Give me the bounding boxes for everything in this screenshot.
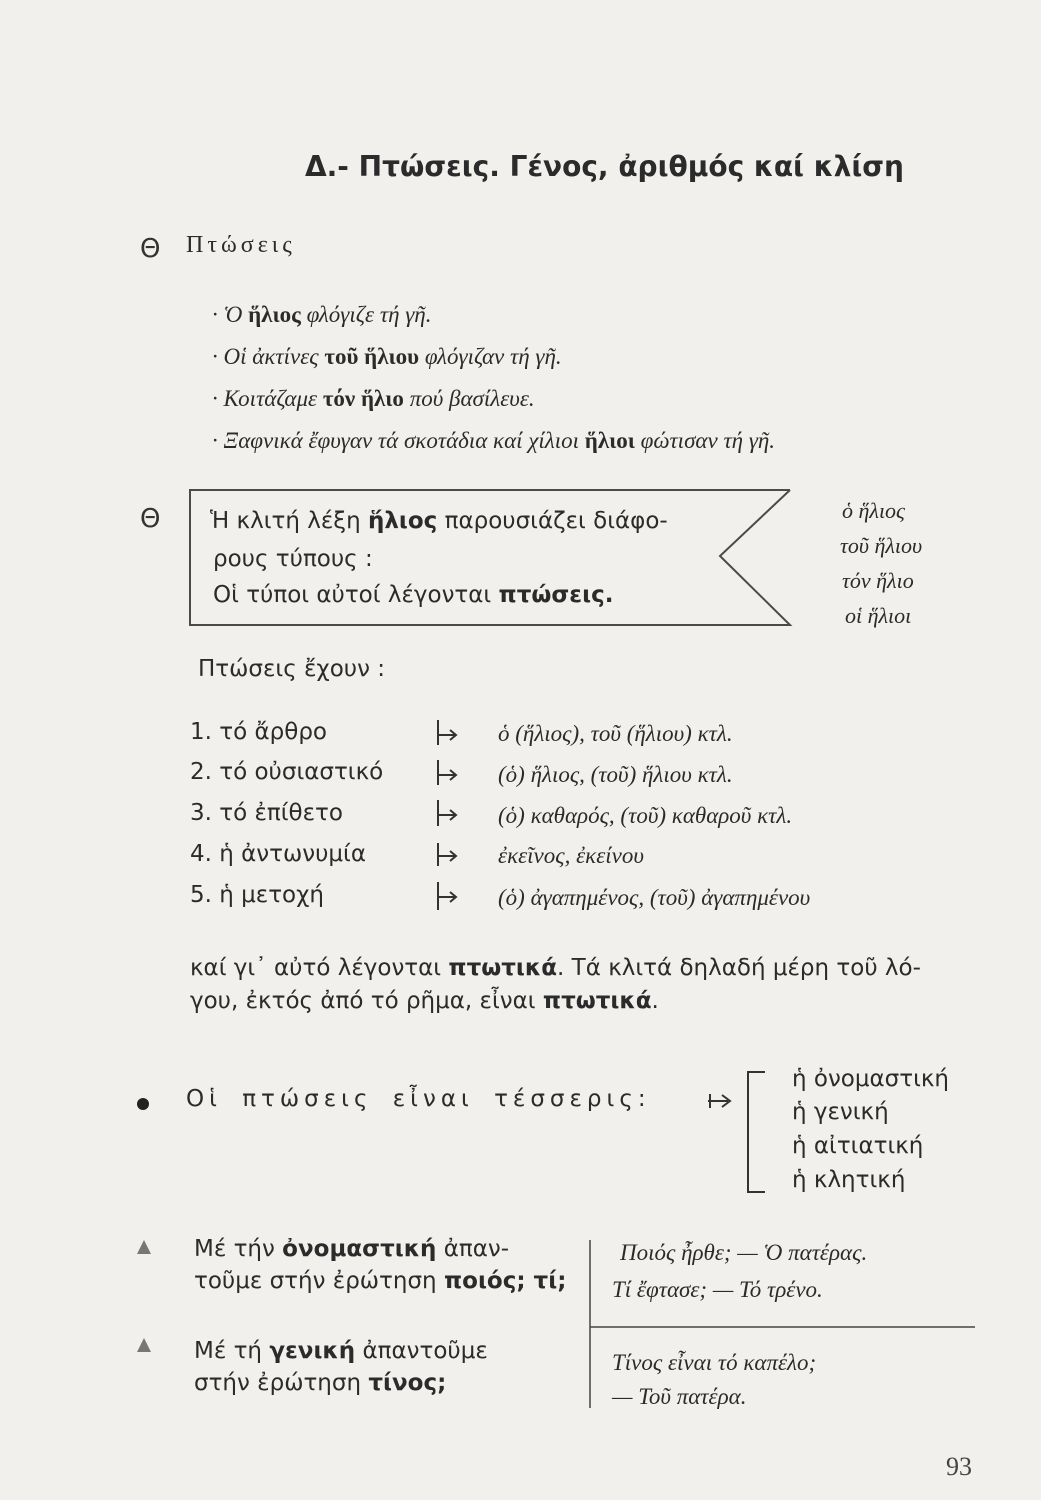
form-item: ὁ ἥλιος xyxy=(842,498,905,523)
box-line-1 xyxy=(210,508,668,534)
box-bold: πτώσεις. xyxy=(498,582,614,608)
genitive-example-1: Τίνος εἶναι τό καπέλο; xyxy=(612,1350,817,1375)
example-text: Κοιτάζαμε xyxy=(223,386,323,411)
example-text: Ξαφνικά ἔφυγαν τά σκοτάδια καί χίλιοι xyxy=(223,428,585,453)
theta-symbol: Θ xyxy=(140,234,161,264)
bullet-dot: · xyxy=(212,386,224,411)
para-text: καί γι᾽ αὐτό λέγονται xyxy=(190,955,449,981)
part-label: 5. ἡ μετοχή xyxy=(190,882,324,908)
example-text: Ὁ xyxy=(223,302,249,327)
nominative-example-2: Τί ἔφτασε; — Τό τρένο. xyxy=(612,1277,823,1302)
nominative-line-2 xyxy=(194,1268,566,1294)
example-bold: ἥλιοι xyxy=(584,428,635,453)
box-line-2: ρους τύπους : xyxy=(213,546,373,572)
case-item: ἡ γενική xyxy=(792,1099,889,1125)
part-label: 4. ἡ ἀντωνυμία xyxy=(190,841,366,867)
nominative-bold: ποιός; τί; xyxy=(443,1268,567,1294)
para-bold: πτωτικά xyxy=(542,988,652,1014)
example-text: φώτισαν τή γῆ. xyxy=(634,428,776,453)
part-example: (ὁ) ἥλιος, (τοῦ) ἥλιου κτλ. xyxy=(498,762,733,787)
paragraph-line-2 xyxy=(190,988,659,1014)
cases-bracket xyxy=(748,1072,765,1192)
example-bold: τοῦ ἥλιου xyxy=(324,344,420,369)
bullet-dot: · xyxy=(212,344,224,369)
four-cases-label: Οἱ πτώσεις εἶναι τέσσερις: xyxy=(186,1086,651,1112)
genitive-bold: γενική xyxy=(269,1338,356,1364)
part-arrows xyxy=(438,720,456,910)
genitive-example-2: — Τοῦ πατέρα. xyxy=(612,1384,747,1409)
para-bold: πτωτικά xyxy=(448,955,558,981)
example-text: Οἱ ἀκτίνες xyxy=(223,344,325,369)
paragraph-line-1 xyxy=(190,955,921,981)
nominative-text: ἀπαν- xyxy=(436,1236,510,1262)
part-label: 3. τό ἐπίθετο xyxy=(190,800,343,826)
nominative-text: τοῦμε στήν ἐρώτηση xyxy=(194,1268,444,1294)
example-sentence xyxy=(212,386,535,412)
theta-symbol: Θ xyxy=(140,504,161,534)
box-text: Ἡ κλιτή λέξη xyxy=(210,508,368,534)
example-text: πού βασίλευε. xyxy=(403,386,535,411)
genitive-bold: τίνος; xyxy=(368,1370,447,1396)
part-example: ὁ (ἥλιος), τοῦ (ἥλιου) κτλ. xyxy=(498,721,733,746)
box-text: Οἱ τύποι αὐτοί λέγονται xyxy=(213,582,499,608)
nominative-line-1 xyxy=(194,1236,509,1262)
genitive-line-1 xyxy=(194,1338,488,1364)
example-sentence xyxy=(212,428,775,454)
para-text: . Τά κλιτά δηλαδή μέρη τοῦ λό- xyxy=(557,955,921,981)
bullet-dot: · xyxy=(212,428,224,453)
part-label: 1. τό ἄρθρο xyxy=(190,719,327,745)
section-heading: Πτώσεις xyxy=(186,232,296,258)
para-text: . xyxy=(651,988,659,1014)
cases-arrow xyxy=(708,1094,730,1108)
page-title: Δ.- Πτώσεις. Γένος, ἀριθμός καί κλίση xyxy=(305,150,904,183)
case-item: ἡ ὀνομαστική xyxy=(792,1066,950,1092)
part-example: ἐκεῖνος, ἐκείνου xyxy=(498,843,644,868)
part-example: (ὁ) καθαρός, (τοῦ) καθαροῦ κτλ. xyxy=(498,803,793,828)
part-label: 2. τό οὐσιαστικό xyxy=(190,759,384,785)
box-line-3 xyxy=(213,582,613,608)
nominative-text: Μέ τήν xyxy=(194,1236,283,1262)
triangle-marker xyxy=(137,1240,151,1254)
genitive-text: Μέ τή xyxy=(194,1338,270,1364)
form-item: τόν ἥλιο xyxy=(842,568,914,593)
case-item: ἡ αἰτιατική xyxy=(792,1133,924,1159)
bullet-dot xyxy=(137,1098,149,1110)
example-text: φλόγιζαν τή γῆ. xyxy=(419,344,562,369)
page-number: 93 xyxy=(946,1452,972,1481)
nominative-example-1: Ποιός ἦρθε; — Ὁ πατέρας. xyxy=(620,1240,868,1265)
genitive-text: ἀπαντοῦμε xyxy=(355,1338,488,1364)
form-item: οἱ ἥλιοι xyxy=(845,603,912,628)
triangle-marker xyxy=(137,1338,151,1352)
box-text: παρουσιάζει διάφο- xyxy=(437,508,668,534)
example-sentence xyxy=(212,344,562,370)
example-bold: τόν ἥλιο xyxy=(322,386,404,411)
case-item: ἡ κλητική xyxy=(792,1167,906,1193)
form-item: τοῦ ἥλιου xyxy=(840,533,923,558)
bullet-dot: · xyxy=(212,302,224,327)
genitive-text: στήν ἐρώτηση xyxy=(194,1370,369,1396)
para-text: γου, ἐκτός ἀπό τό ρῆμα, εἶναι xyxy=(190,988,543,1014)
nominative-bold: ὀνομαστική xyxy=(282,1236,437,1262)
part-example: (ὁ) ἀγαπημένος, (τοῦ) ἀγαπημένου xyxy=(498,885,811,910)
box-bold: ἥλιος xyxy=(367,508,438,534)
example-text: φλόγιζε τή γῆ. xyxy=(300,302,432,327)
example-bold: ἥλιος xyxy=(248,302,301,327)
genitive-line-2 xyxy=(194,1370,446,1396)
example-sentence xyxy=(212,302,431,328)
have-cases-label: Πτώσεις ἔχουν : xyxy=(198,656,386,682)
